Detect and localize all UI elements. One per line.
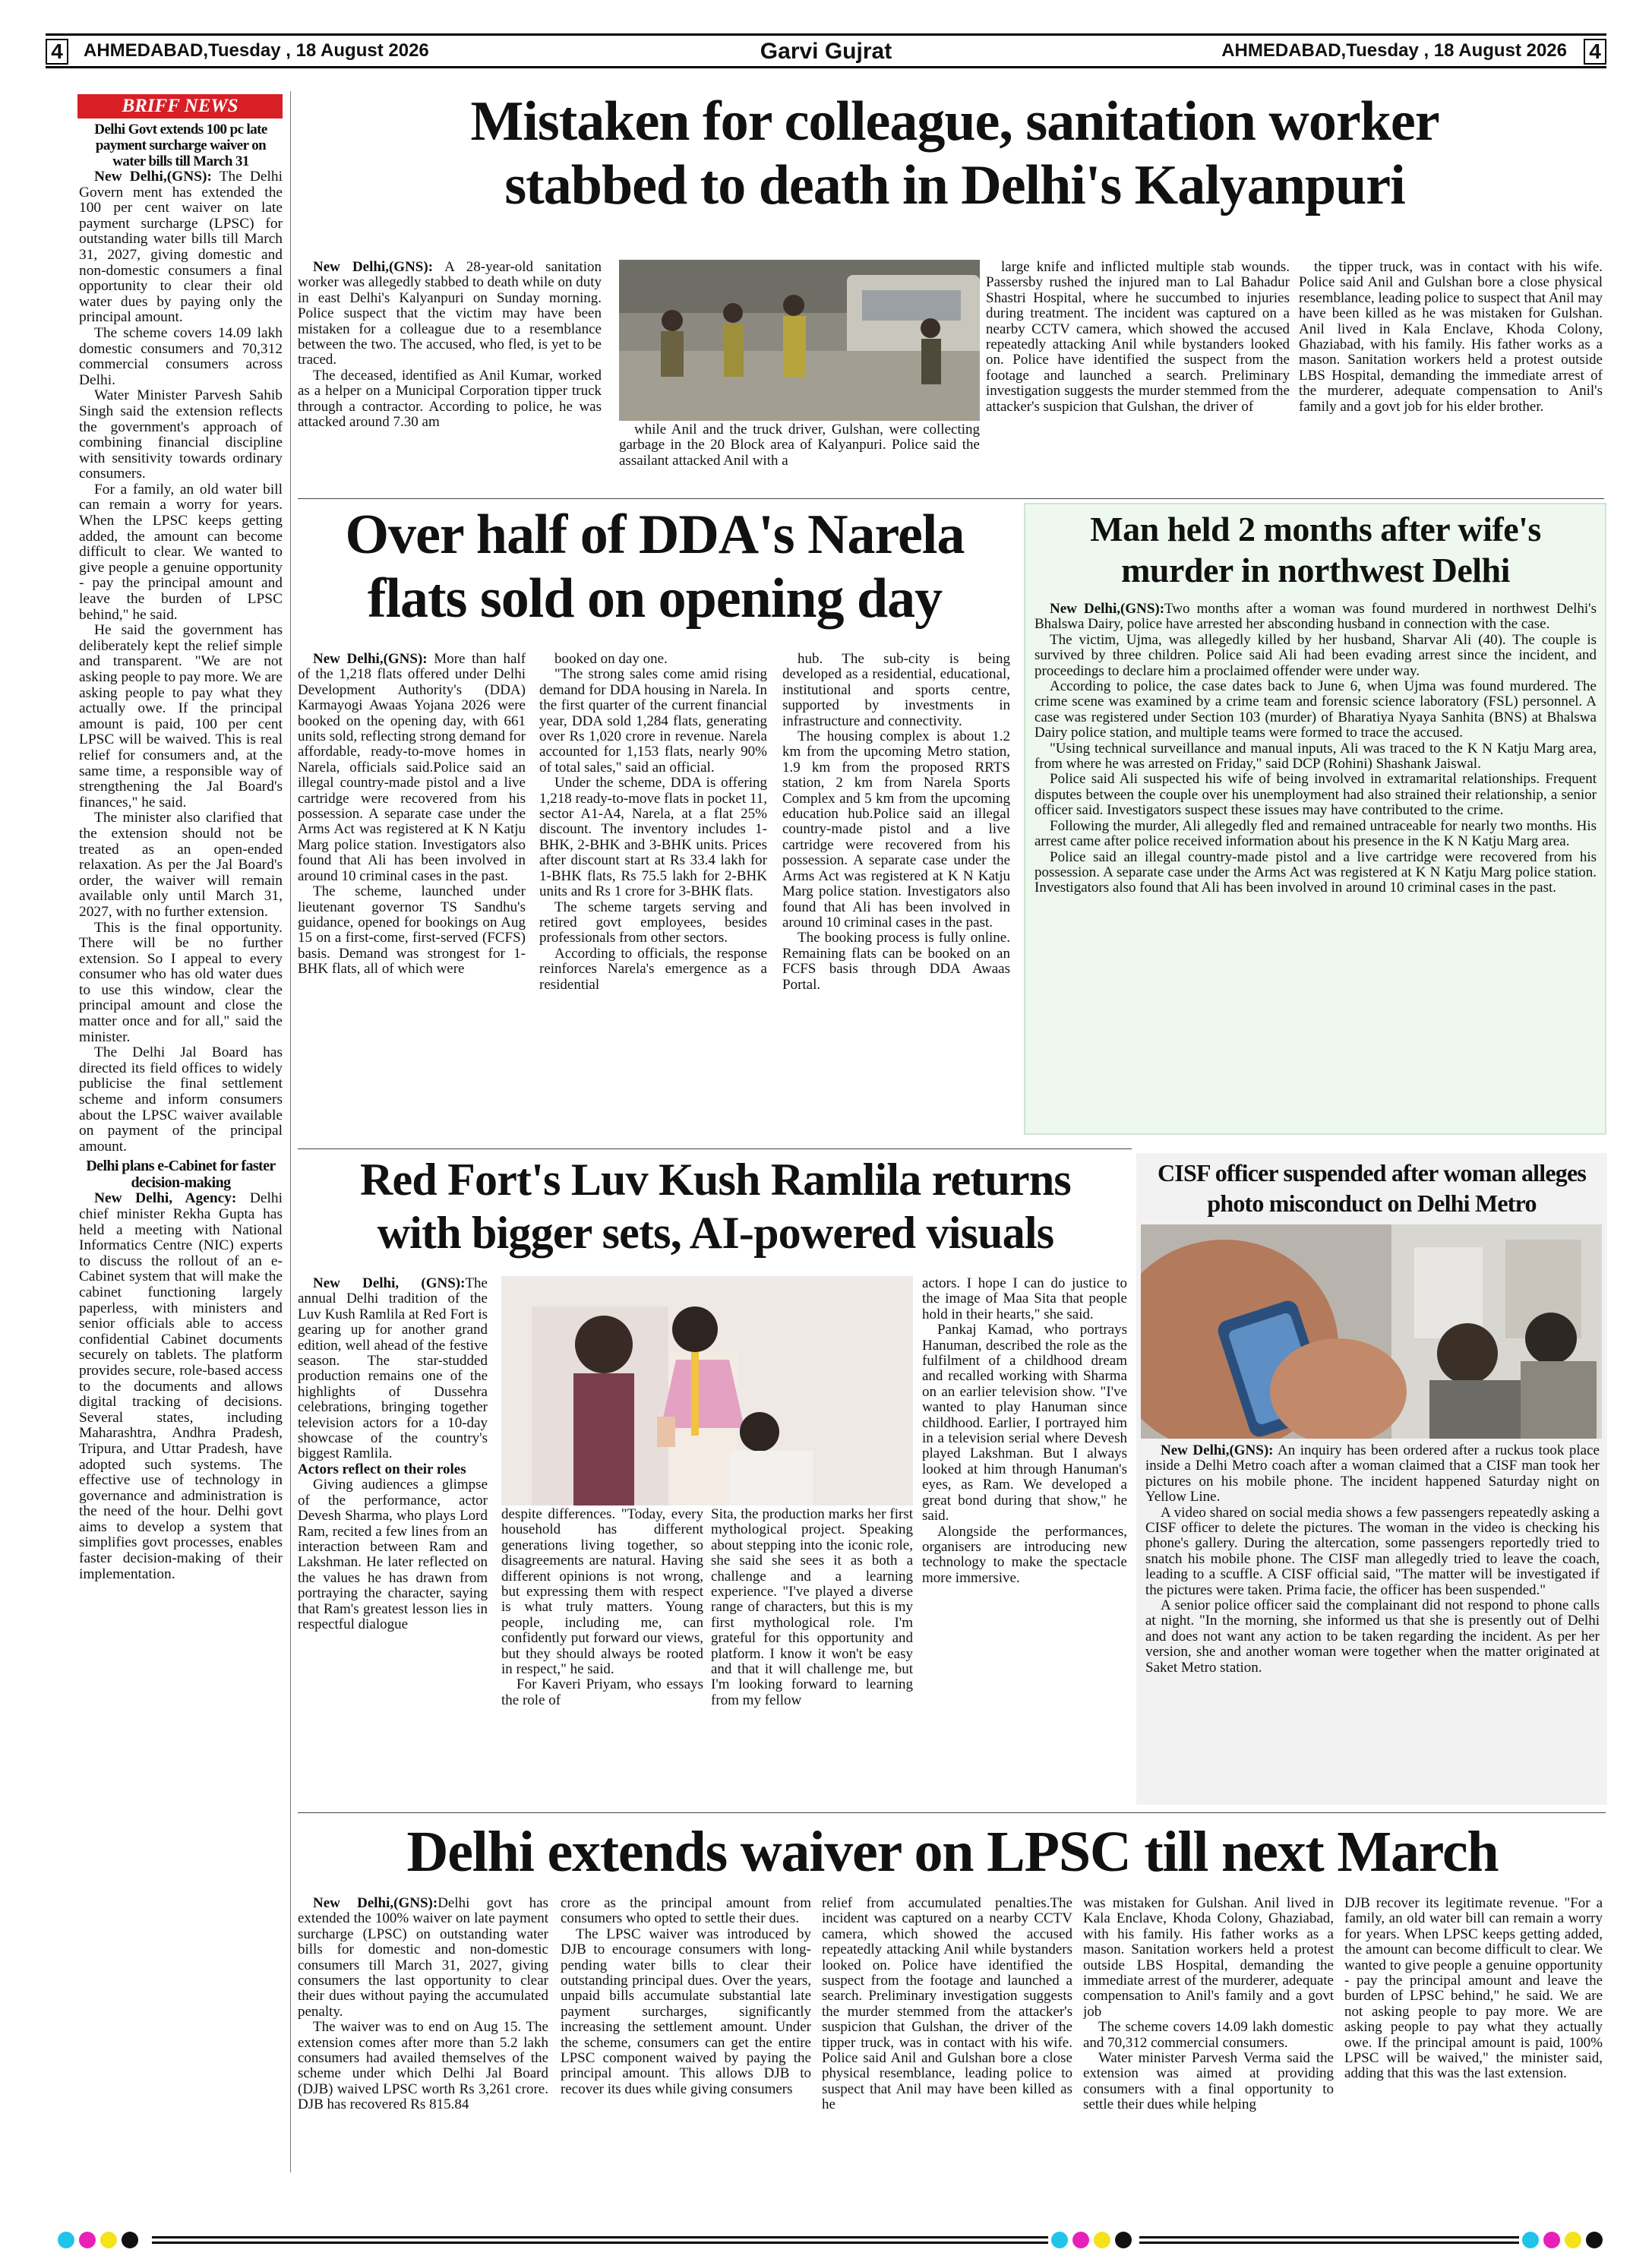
newspaper-name: Garvi Gujrat [760,39,892,64]
dateline: New Delhi,(GNS): [94,169,212,185]
story-cisf-body: New Delhi,(GNS): An inquiry has been ordered after a ruckus took place inside a Delhi Metro coach after a woman claimed that a CISF man took her pictures on his mobile phone. The incident happened Saturday night on Yellow Line. A video shared on social media shows a few passengers repeatedly asking a CISF officer to delete the pictures. The woman in the video is checking his phone's gallery. During the altercation, some passengers reportedly tried to snatch his mobile phone. The CISF man allegedly tried to leave the coach, leading to a scuffle. A CISF official said, "The matter will be investigated if the pictures were taken. Prima facie, the officer has been suspended." A senior police officer said the complainant did not respond to phone calls at night. "In the morning, she informed us that she is presently out of Delhi and does not want any action to be taken regarding the incident. As per her version, she and another woman were together when the matter originated at Saket Metro station. [1145,1443,1600,1676]
brief-news-label: BRIFF NEWS [77,94,283,118]
headline-wife-murder: Man held 2 months after wife's murder in northwest Delhi [1090,510,1541,589]
story-main-col-3: large knife and inflicted multiple stab wounds. Passersby rushed the injured man to Lal Bahadur Shastri Hospital, where he succumbed to injuries during treatment. The incident was captured on a nearby CCTV camera, which showed the accused repeatedly attacking Anil while bystanders looked on. Police have identified the suspect from the footage and launched a search. Preliminary investigation suggests the murder stemmed from the attacker's suspicion that Gulshan, the driver of [986,260,1290,415]
story-lpsc-col-2: crore as the principal amount from consumers who opted to settle their dues. The LPSC waiver was introduced by DJB to encourage consumers with long-pending water bills to clear their outstanding principal dues. Over the years, unpaid bills accumulate substantial late payment surcharges, significantly increasing the settlement amount. Under the scheme, consumers can get the entire LPSC component waived by paying the principal amount. This allows DJB to recover its dues while giving consumers [561,1896,811,2097]
sidebar-divider [290,91,291,2172]
story-murder-body: New Delhi,(GNS):Two months after a woman was found murdered in northwest Delhi's Bhalswa Dairy, police have arrested her absconding husband in connection with the case. The victim, Ujma, was allegedly killed by her husband, Sharvar Ali (40). The couple is survived by three children. Police said Ali had been evading arrest since the incident, and proceedings to declare him a proclaimed offender were under way. According to police, the case dates back to June 6, when Ujma was found murdered. The crime scene was examined by a crime team and forensic science laboratory (FSL) personnel. A case was registered under Section 103 (murder) of Bharatiya Nyaya Sanhita (BNS) at Bhalswa Dairy police station, and multiple teams were formed to trace the accused. "Using technical surveillance and manual inputs, Ali was traced to the K N Katju Marg area, from where he was arrested on Friday," said DCP (Rohini) Shashank Jaiswal. Police said Ali suspected his wife of being involved in extramarital relationships. Frequent disputes between the couple over his unemployment had also strained their relationship, a senior officer said. Investigators suspect these issues may have contributed to the crime. Following the murder, Ali allegedly fled and remained untraceable for nearly two months. His arrest came after police received information about his presence in the K N Katju Marg area. Police said an illegal country-made pistol and a live cartridge were recovered from his possession. A separate case under the Arms Act was registered at K N Katju Marg police station. Investigators also found that Ali has been involved in around 10 criminal cases in the past. [1034,602,1597,896]
yellow-mark [1565,2232,1581,2248]
brief-1-para: This is the final opportunity. There will be no further extension. So I appeal to every consumer who has old water dues to use this window, clear the principal amount and close the matter once and for all," said the minister. [79,919,283,1045]
magenta-mark [1072,2232,1089,2248]
cyan-mark [58,2232,74,2248]
ramlila-image [501,1276,913,1505]
brief-2-para: New Delhi, Agency: Delhi chief minister Rekha Gupta has held a meeting with National Informatics Centre (NIC) experts to discuss the rollout of an e-Cabinet system that will make the cabinet functioning largely paperless, with ministers and senior officials able to access confidential Cabinet documents securely on tablets. The platform provides secure, role-based access to the documents and allows digital tracking of decisions. Several states, including Maharashtra, Andhra Pradesh, Tripura, and Uttar Pradesh, have adopted such systems. The effective use of technology in governance and administration is the need of the hour. Delhi govt aims to develop a system that simplifies govt processes, enables faster decision-making of their implementation. [79,1190,283,1582]
cyan-mark [1522,2232,1539,2248]
metro-image [1141,1224,1602,1439]
sidebar-column [79,122,283,2180]
magenta-mark [79,2232,96,2248]
brief-1-para: The minister also clarified that the extension should not be treated as an open-ended relaxation. As per the Jal Board's order, the waiver will remain available only until March 31, 2027, with no further extension. [79,810,283,920]
story-lpsc-col-3: relief from accumulated penalties.The incident was captured on a nearby CCTV camera, which showed the accused repeatedly attacking Anil while bystanders looked on. Police have identified the suspect from the footage and launched a search. Preliminary investigation suggests the murder stemmed from the attacker's suspicion that Gulshan, the driver of the tipper truck, was in contact with his wife. Police said Anil and Gulshan bore a close physical resemblance, leading police to suspect that Anil may have been killed as he [822,1896,1072,2113]
story-ramlila-col-2: despite differences. "Today, every household has different generations living together, so disagreements are natural. Having different opinions is not wrong, but expressing them with respect is what truly matters. Young people, including me, can confidently put forward our views, but they should always be rooted in respect," he said. For Kaveri Priyam, who essays the role of [501,1507,703,1708]
section-divider [298,1812,1606,1813]
section-divider [298,1148,1132,1149]
story-lpsc-col-1: New Delhi,(GNS):Delhi govt has extended the 100% waiver on late payment surcharge (LPSC) on outstanding water bills for domestic and non-domestic consumers till March 31, 2027, giving consumers the last opportunity to clear their dues without paying the accumulated penalty. The waiver was to end on Aug 15. The extension comes after more than 5.2 lakh consumers had availed themselves of the scheme under which Delhi Jal Board (DJB) waived LPSC worth Rs 3,261 crore. DJB has recovered Rs 815.84 [298,1896,548,2113]
brief-headline-1: Delhi Govt extends 100 pc late payment surcharge waiver on water bills till March 31 [94,122,267,169]
yellow-mark [100,2232,117,2248]
page-number-left: 4 [46,39,68,65]
story-main-col-1: New Delhi,(GNS): A 28-year-old sanitation worker was allegedly stabbed to death while on duty in east Delhi's Kalyanpuri on Sunday morning. Police suspect that the victim may have been mistaken for a colleague due to a resemblance between the two. The accused, who fled, is yet to be traced. The deceased, identified as Anil Kumar, worked as a helper on a Municipal Corporation tipper truck through a contractor. According to police, he was attacked around 7.30 am [298,260,602,431]
brief-1-para: New Delhi,(GNS): The Delhi Govern ment has extended the 100 per cent waiver on late payment surcharge (LPSC) for outstanding water bills till March 31, 2027, giving domestic and non-domestic consumers a final opportunity to clear their old water dues by paying only the principal amount. [79,169,283,326]
headline-dda-narela: Over half of DDA's Narela flats sold on opening day [345,504,965,630]
story-main-col-4: the tipper truck, was in contact with his wife. Police said Anil and Gulshan bore a close physical resemblance, leading police to suspect that Anil may have been killed as he was mistaken for Gulshan. Anil lived in Kala Enclave, Khoda Colony, Ghaziabad, with his family. His father works as a mason. Sanitation workers held a protest outside LBS Hospital, demanding the immediate arrest of the murderer, adequate compensation to Anil's family and a govt job for his elder brother. [1299,260,1603,415]
headline-ramlila: Red Fort's Luv Kush Ramlila returns with bigger sets, AI-powered visuals [360,1155,1071,1258]
story-lpsc-col-4: was mistaken for Gulshan. Anil lived in Kala Enclave, Khoda Colony, Ghaziabad, with his family. His father works as a mason. Sanitation workers held a protest outside LBS Hospital, demanding the immediate arrest of the murderer, adequate compensation to Anil's family and a govt job The scheme covers 14.09 lakh domestic and 70,312 commercial consumers. Water minister Parvesh Verma said the extension was aimed at providing consumers with a final opportunity to settle their dues while helping [1083,1896,1334,2113]
brief-1-para: For a family, an old water bill can remain a worry for years. When the LPSC keeps getting added, the amount can become difficult to clear. We wanted to give people a genuine opportunity - pay the principal amount and leave the burden of LPSC behind," he said. [79,481,283,623]
brief-1-para: The scheme covers 14.09 lakh domestic consumers and 70,312 commercial consumers across Delhi. [79,324,283,388]
yellow-mark [1094,2232,1110,2248]
black-mark [1586,2232,1603,2248]
headline-lpsc: Delhi extends waiver on LPSC till next March [406,1820,1499,1884]
story-dda-col-1: New Delhi,(GNS): More than half of the 1,218 flats offered under Delhi Development Authority's (DDA) Karmayogi Awaas Yojana 2026 were booked on the opening day, with 661 units sold, reflecting strong demand for affordable, ready-to-move homes in Narela, officials said.Police said an illegal country-made pistol and a live cartridge were recovered from his possession. A separate case under the Arms Act was registered at K N Katju Marg police station. Investigators also found that Ali has been involved in around 10 criminal cases in the past. The scheme, launched under lieutenant governor TS Sandhu's guidance, opened for bookings on Aug 15 on a first-come, first-served (FCFS) basis. Demand was strongest for 1-BHK flats, all of which were [298,652,526,978]
headline-cisf: CISF officer suspended after woman alleges photo misconduct on Delhi Metro [1158,1159,1586,1217]
metro-photo [1141,1224,1602,1439]
story-ramlila-col-1: New Delhi, (GNS):The annual Delhi tradition of the Luv Kush Ramlila at Red Fort is gearing up for another grand edition, well ahead of the festive season. The star-studded production remains one of the highlights of Dussehra celebrations, bringing together television actors for a 10-day showcase of the country's biggest Ramlila. Actors reflect on their roles Giving audiences a glimpse of the performance, actor Devesh Sharma, who plays Lord Ram, recited a few lines from an interaction between Ram and Lakshman. He later reflected on the values he has drawn from portraying the character, saying that Ram's greatest lesson lies in respectful dialogue [298,1276,488,1632]
black-mark [1115,2232,1132,2248]
cctv-photo [619,260,980,421]
headline-sanitation-worker: Mistaken for colleague, sanitation worker stabbed to death in Delhi's Kalyanpuri [470,90,1439,216]
cctv-image [619,260,980,421]
registration-marks-center [1051,2232,1132,2248]
cyan-mark [1051,2232,1068,2248]
dateline: New Delhi, Agency: [94,1190,237,1207]
footer-rule-right [1139,2236,1519,2244]
story-dda-col-3: hub. The sub-city is being developed as a residential, educational, institutional and sports centre, supported by investments in infrastructure and connectivity. The housing complex is about 1.2 km from the upcoming Metro station, 1.9 km from the proposed RRTS station, 2 km from Narela Sports Complex and 5 km from the upcoming education hub.Police said an illegal country-made pistol and a live cartridge were recovered from his possession. A separate case under the Arms Act was registered at K N Katju Marg police station. Investigators also found that Ali has been involved in around 10 criminal cases in the past. The booking process is fully online. Remaining flats can be booked on an FCFS basis through DDA Awaas Portal. [782,652,1010,993]
page-header [46,33,1606,68]
section-divider [298,498,1604,499]
header-date-right: AHMEDABAD,Tuesday , 18 August 2026 [1221,40,1567,61]
header-date-left: AHMEDABAD,Tuesday , 18 August 2026 [84,40,429,61]
registration-marks-right [1522,2232,1603,2248]
story-ramlila-col-4: actors. I hope I can do justice to the image of Maa Sita that people hold in their hearts," she said. Pankaj Kamad, who portrays Hanuman, described the role as the fulfilment of a childhood dream and recalled working with Sharma on an earlier television show. "I've wanted to play Hanuman since childhood. Earlier, I portrayed him in a television serial where Devesh played Lakshman. But I always looked at him through Hanuman's eyes, as Ram. We developed a great bond during that show," he said. Alongside the performances, organisers are introducing new technology to make the spectacle more immersive. [922,1276,1127,1586]
story-main-col-2: while Anil and the truck driver, Gulshan, were collecting garbage in the 20 Block area of Kalyanpuri. Police said the assailant attacked Anil with a [619,422,980,469]
brief-headline-2: Delhi plans e-Cabinet for faster decision-making [86,1158,276,1192]
ramlila-photo [501,1276,913,1505]
brief-1-para: Water Minister Parvesh Sahib Singh said the extension reflects the government's approach of combining financial discipline with sensitivity towards ordinary consumers. [79,387,283,482]
brief-1-para: He said the government has deliberately kept the relief simple and transparent. "We are not asking people to pay more. We are asking people to pay what they actually owe. If the principal amount is paid, 100 per cent LPSC will be waived. This is real relief for consumers and, at the same time, a responsible way of strengthening the Jal Board's finances," he said. [79,622,283,810]
page-number-right: 4 [1584,39,1606,65]
magenta-mark [1543,2232,1560,2248]
story-ramlila-col-3: Sita, the production marks her first mythological project. Speaking about stepping into the iconic role, she said she sees it as both a challenge and a learning experience. "I've played a diverse range of characters, but this is my first mythological role. I'm grateful for this opportunity and platform. I know it won't be easy and that it will challenge me, but I'm looking forward to learning from my fellow [711,1507,913,1708]
registration-marks-left [58,2232,138,2248]
black-mark [122,2232,138,2248]
story-lpsc-col-5: DJB recover its legitimate revenue. "For a family, an old water bill can remain a worry for years. When LPSC keeps getting added, the amount can become difficult to clear. We wanted to give people a genuine opportunity - pay the principal amount and leave the burden of LPSC behind," he said. We are not asking people to pay more. We are asking people to pay what they actually owe. If the principal amount is paid, 100% LPSC will be waived," the minister said, adding that this was the last extension. [1344,1896,1603,2082]
story-dda-col-2: booked on day one. "The strong sales come amid rising demand for DDA housing in Narela. In the first quarter of the current financial year, DDA sold 1,284 flats, generating over Rs 1,020 crore in revenue. Narela accounted for 1,153 flats, nearly 90% of total sales," said an official. Under the scheme, DDA is offering 1,218 ready-to-move flats in pocket 11, sector A1-A4, Narela, at a flat 25% discount. The inventory includes 1-BHK, 2-BHK and 3-BHK units. Prices after discount start at Rs 33.4 lakh for 1-BHK flats, Rs 75.5 lakh for 2-BHK units and Rs 1 crore for 3-BHK flats. The scheme targets serving and retired govt employees, besides professionals from other sectors. According to officials, the response reinforces Narela's emergence as a residential [539,652,767,993]
brief-1-para: The Delhi Jal Board has directed its field offices to widely publicise the final settlement scheme and inform consumers about the LPSC waiver available on payment of the principal amount. [79,1044,283,1155]
footer-rule-left [152,2236,1048,2244]
